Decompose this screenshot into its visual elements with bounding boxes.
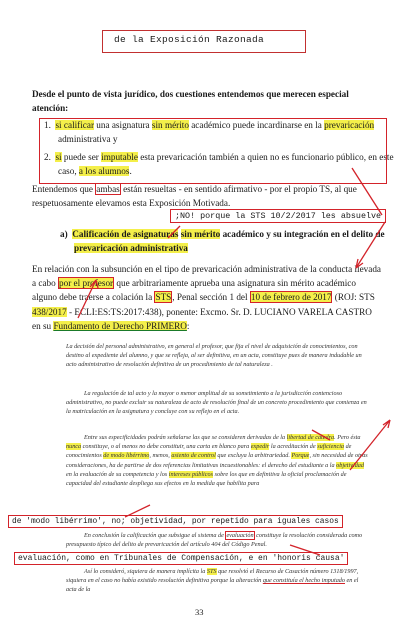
quote-5-part-0: Así lo consideró, siquiera de manera implícita la	[84, 568, 207, 575]
quote-3-part-5: expedir	[250, 443, 270, 451]
quote-3-part-11: asiento de control	[171, 452, 216, 460]
quote-4-part-2: constituye la resolución considerada como presupuesto típico del delito de prevaricación del artículo 404 del Código Penal.	[66, 532, 363, 549]
para-2-part-3: STS	[155, 292, 172, 303]
item-1-part-2: sin mérito	[151, 120, 189, 130]
arrow-quote-3	[312, 430, 330, 440]
item-2-part-3: esta prevaricación también a quien no es funcionario público, en este caso,	[58, 152, 394, 176]
item-2-part-4: a los alumnos	[78, 165, 130, 176]
quote-3-part-8: de conocimientos	[66, 443, 352, 460]
item-1-part-3: académico puede incardinarse en la	[188, 120, 325, 130]
para-2-part-6: (ROJ: STS	[332, 292, 375, 303]
quote-3-part-18: sobre los que en definitiva la oficial proclamación de capacidad del estudiante despliega sus efectos en la medida que habilita para	[66, 470, 347, 488]
quote-3-part-3: nunca	[66, 443, 82, 451]
quote-3-part-15: objetividad	[336, 461, 364, 469]
para-2-part-4: , Penal sección 1 del	[172, 292, 250, 303]
quote-5-part-3: que constituía el hecho imputado	[262, 577, 345, 585]
section-a-letter: a)	[60, 229, 68, 239]
header-label: de la Exposición Razonada	[114, 34, 265, 45]
item-2-number: 2.	[44, 152, 51, 162]
arrow-section-a	[168, 226, 180, 238]
para-2-part-10: :	[186, 320, 190, 331]
quote-3-part-14: , sin necesidad de otras consideraciones, ha de partirse de dos referencias limitativas incuestionables: el derecho del estudiante a la	[66, 452, 368, 469]
section-a-part-4: prevaricación administrativa	[74, 242, 188, 253]
para-2-part-5: 10 de febrero de 2017	[250, 292, 332, 303]
comment-3: evaluación, como en Tribunales de Compensación, e en 'honoris causa'	[14, 552, 348, 565]
quote-5-part-1: STS	[206, 568, 217, 575]
para-2-part-9: Fundamento de Derecho PRIMERO	[53, 320, 187, 331]
para-1-c: están resueltas - en sentido afirmativo - por el propio TS, al que respetuosamente elevamos esta Exposición Motivada.	[32, 184, 357, 208]
item-2-part-2: imputable	[101, 152, 138, 162]
quote-5-part-4: en el acta de la	[66, 577, 359, 594]
quote-3-part-12: que excluya la arbitrariedad.	[215, 452, 292, 460]
item-1-part-1: una asignatura	[94, 120, 152, 130]
item-1-part-0: si calificar	[55, 120, 94, 130]
quote-3-part-4: constituye, o al menos no debe constituir, una carta en blanco para	[81, 443, 251, 451]
arrow-to-profesor	[78, 280, 96, 318]
quote-4-part-0: En conclusión la calificación que subsigue al sistema de	[84, 532, 226, 539]
quote-3-part-17: intereses públicos	[168, 470, 214, 478]
quote-3-part-16: en la evaluación de su competencia y los	[66, 470, 169, 478]
page-number: 33	[195, 607, 204, 617]
comment-1: ;NO! porque la STS 10/2/2017 les absuelve	[170, 209, 386, 223]
item-1-part-5: administrativa y	[58, 133, 118, 144]
quote-3-part-13: Porque	[291, 452, 310, 460]
item-1-part-4: prevaricación	[324, 120, 375, 130]
item-1-number: 1.	[44, 120, 51, 130]
quote-3-part-0: Entre sus especificidades podrán señalarse las que se consideren derivadas de la	[84, 434, 287, 441]
quote-3-part-9: de modo libérrimo	[103, 452, 150, 460]
arrow-to-comment-1	[352, 168, 382, 215]
quote-3-part-7: suficiencia	[317, 443, 345, 451]
quote-3-part-2: . Pero ésta	[334, 434, 361, 441]
item-2-part-1: puede ser	[61, 152, 102, 162]
arrow-from-comment-1	[356, 222, 385, 268]
para-2-part-8: - ECLI:ES:TS:2017:438), ponente: Excmo. Sr. D. LUCIANO VARELA CASTRO en su	[32, 306, 372, 331]
line-to-comment-2	[125, 505, 150, 517]
quote-1: La decisión del personal administrativo, en general el profesor, que fija el nivel de adquisición de conocimientos, con destino al expediente del alumno, y que se refleja, al ser definitiva, en un acta, constituye pues de manera indudable un acto administrativo de resolución definitiva de un procedimiento de tal naturaleza .	[66, 343, 362, 369]
item-2-part-0: si	[55, 152, 62, 162]
quote-3-part-6: la acreditación de	[269, 443, 318, 451]
para-2-part-0: En relación con la subsunción en el tipo de prevaricación administrativa de la conducta llevada a cabo	[32, 264, 381, 289]
quote-5-part-2: que resolvió el Recurso de Casación número 1318/1997, siquiera en el caso no había existido resolución definitiva porque la alteración	[66, 568, 359, 585]
quote-4-part-1: evaluación	[226, 532, 254, 539]
intro-title-text: Desde el punto de vista jurídico, dos cuestiones entendemos que merecen especial atención:	[32, 89, 349, 113]
comment-2: de 'modo libérrimo', no; objetividad, por repetido para iguales casos	[8, 515, 343, 528]
section-a-part-3: académico y su integración en el delito de	[220, 229, 385, 239]
quote-3-part-10: , menos,	[149, 452, 172, 460]
item-2-part-5: .	[129, 165, 132, 176]
para-2-part-2: que arbitrariamente aprueba una asignatura sin mérito académico alguno debe traerse a colación la	[32, 278, 356, 303]
section-a-part-0: Calificación de asignaturas	[72, 229, 179, 239]
para-1-a: Entendemos que	[32, 184, 96, 194]
arrow-objetividad	[350, 420, 390, 470]
para-2-part-1: por el profesor	[59, 278, 114, 289]
para-1-b: ambas	[96, 184, 120, 194]
quote-3-part-1: libertad de cátedra	[286, 434, 335, 441]
line-to-comment-3	[290, 545, 320, 555]
para-2-part-7: 438/2017	[32, 306, 67, 317]
section-a-part-2: sin mérito	[180, 229, 221, 239]
quote-2: La regulación de tal acto y la mayor o menor amplitud de su sometimiento a la jurisdicción contencioso administrativo, no puede excluir su naturaleza de acto de resolución final de un concreto procedimiento que comienza en la matriculación en la asignatura y concluye con su reflejo en el acta.	[66, 390, 367, 416]
